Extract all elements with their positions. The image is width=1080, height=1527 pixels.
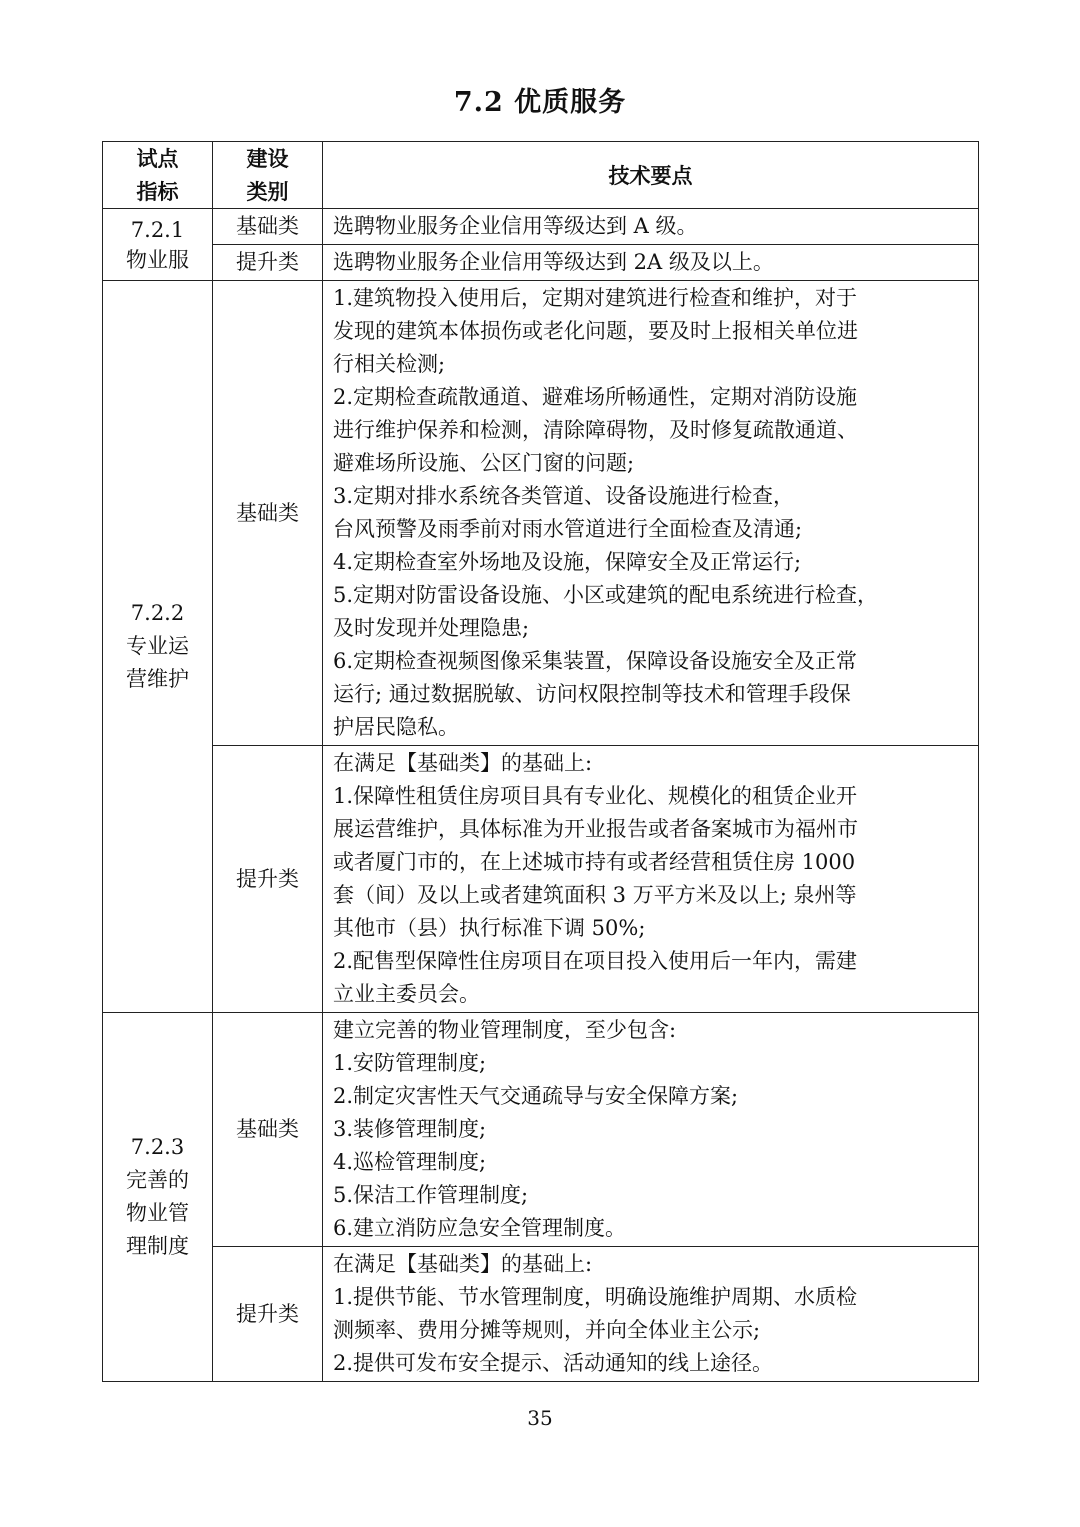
section-title: 7.2 优质服务 [453, 87, 627, 118]
header-type-line: 建设 [246, 146, 289, 171]
tech-line: 6.定期检查视频图像采集装置，保障设备设施安全及正常 [333, 649, 858, 673]
type-cell: 提升类 [213, 746, 323, 1013]
page-number: 35 [527, 1406, 553, 1430]
table-row [103, 209, 979, 245]
indicator-cell [103, 1013, 213, 1382]
tech-line: 2.制定灾害性天气交通疏导与安全保障方案; [333, 1084, 739, 1108]
indicator-line: 7.2.1 [130, 217, 185, 242]
tech-line: 在满足【基础类】的基础上: [333, 1252, 593, 1276]
tech-line: 台风预警及雨季前对雨水管道进行全面检查及清通; [333, 517, 803, 541]
tech-line: 1.安防管理制度; [333, 1051, 487, 1075]
tech-cell [323, 245, 979, 281]
tech-line: 选聘物业服务企业信用等级达到 A 级。 [333, 214, 698, 238]
table-row [103, 1013, 979, 1247]
indicator-cell [103, 281, 213, 1013]
indicator-line: 营维护 [126, 667, 189, 691]
indicator-line: 专业运 [126, 634, 189, 658]
tech-line: 或者厦门市的，在上述城市持有或者经营租赁住房 1000 [333, 850, 856, 874]
tech-cell [323, 746, 979, 1013]
tech-line: 4.巡检管理制度; [333, 1150, 487, 1174]
indicator-line: 完善的 [126, 1168, 189, 1192]
tech-line: 立业主委员会。 [333, 982, 480, 1006]
header-indicator [103, 142, 213, 209]
tech-cell [323, 1013, 979, 1247]
tech-cell [323, 281, 979, 746]
requirements-table [102, 141, 979, 1382]
tech-line: 建立完善的物业管理制度，至少包含: [333, 1018, 677, 1042]
header-indicator-line: 试点 [136, 146, 179, 171]
indicator-line: 物业服 [126, 247, 189, 272]
table-row [103, 281, 979, 746]
tech-cell [323, 209, 979, 245]
tech-line: 运行; 通过数据脱敏、访问权限控制等技术和管理手段保 [333, 682, 851, 706]
table-header-row [103, 142, 979, 209]
table-row [103, 1247, 979, 1382]
tech-line: 3.装修管理制度; [333, 1117, 487, 1141]
tech-line: 进行维护保养和检测，清除障碍物，及时修复疏散通道、 [333, 418, 858, 442]
tech-line: 及时发现并处理隐患; [333, 616, 530, 640]
header-type [213, 142, 323, 209]
tech-line: 在满足【基础类】的基础上: [333, 751, 593, 775]
type-cell: 基础类 [213, 1013, 323, 1247]
tech-line: 2.定期检查疏散通道、避难场所畅通性，定期对消防设施 [333, 385, 858, 409]
tech-line: 选聘物业服务企业信用等级达到 2A 级及以上。 [333, 250, 774, 274]
tech-line: 发现的建筑本体损伤或老化问题，要及时上报相关单位进 [333, 319, 858, 343]
indicator-line: 理制度 [126, 1234, 189, 1258]
tech-line: 避难场所设施、公区门窗的问题; [333, 451, 635, 475]
tech-line: 行相关检测; [333, 352, 446, 376]
tech-line: 展运营维护，具体标准为开业报告或者备案城市为福州市 [333, 817, 858, 841]
type-cell: 基础类 [213, 281, 323, 746]
tech-line: 2.提供可发布安全提示、活动通知的线上途径。 [333, 1351, 774, 1375]
type-cell: 基础类 [213, 209, 323, 245]
tech-line: 套（间）及以上或者建筑面积 3 万平方米及以上; 泉州等 [333, 883, 857, 907]
indicator-line: 物业管 [126, 1201, 189, 1225]
tech-line: 4.定期检查室外场地及设施，保障安全及正常运行; [333, 550, 802, 574]
tech-line: 2.配售型保障性住房项目在项目投入使用后一年内，需建 [333, 949, 858, 973]
tech-line: 护居民隐私。 [333, 715, 459, 739]
type-cell: 提升类 [213, 1247, 323, 1382]
table-row [103, 746, 979, 1013]
tech-line: 6.建立消防应急安全管理制度。 [333, 1216, 627, 1240]
indicator-cell [103, 209, 213, 281]
tech-line: 1.保障性租赁住房项目具有专业化、规模化的租赁企业开 [333, 784, 858, 808]
tech-line: 3.定期对排水系统各类管道、设备设施进行检查， [333, 484, 795, 508]
tech-line: 其他市（县）执行标准下调 50%; [333, 916, 646, 940]
header-tech: 技术要点 [323, 142, 979, 209]
tech-line: 测频率、费用分摊等规则，并向全体业主公示; [333, 1318, 761, 1342]
header-indicator-line: 指标 [136, 179, 179, 204]
tech-line: 5.保洁工作管理制度; [333, 1183, 529, 1207]
table-row [103, 245, 979, 281]
indicator-line: 7.2.3 [130, 1135, 185, 1159]
tech-line: 1.建筑物投入使用后，定期对建筑进行检查和维护，对于 [333, 286, 858, 310]
tech-cell [323, 1247, 979, 1382]
type-cell: 提升类 [213, 245, 323, 281]
tech-line: 1.提供节能、节水管理制度，明确设施维护周期、水质检 [333, 1285, 858, 1309]
tech-line: 5.定期对防雷设备设施、小区或建筑的配电系统进行检查， [333, 583, 879, 607]
indicator-line: 7.2.2 [130, 601, 185, 625]
header-type-line: 类别 [246, 179, 289, 204]
